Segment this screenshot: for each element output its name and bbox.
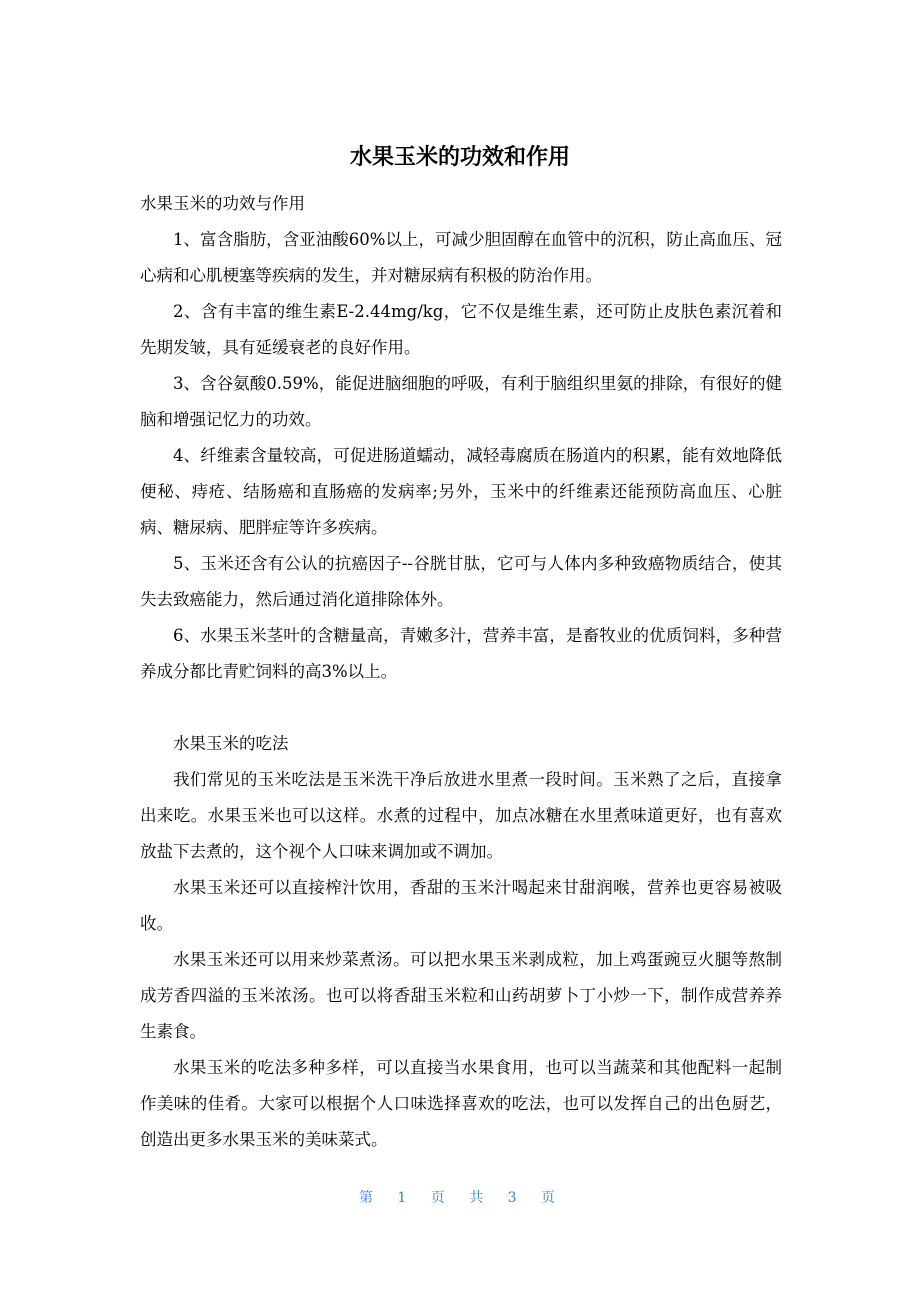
benefit-paragraph-1: 1、富含脂肪，含亚油酸60%以上，可减少胆固醇在血管中的沉积，防止高血压、冠心病和心肌梗塞等疾病的发生，并对糖尿病有积极的防治作用。 [140, 230, 782, 285]
benefit-paragraph-2: 2、含有丰富的维生素E-2.44mg/kg，它不仅是维生素，还可防止皮肤色素沉着和先期发皱，具有延缓衰老的良好作用。 [140, 302, 782, 357]
benefit-paragraph-5: 5、玉米还含有公认的抗癌因子--谷胱甘肽，它可与人体内多种致癌物质结合，使其失去致癌能力，然后通过消化道排除体外。 [140, 554, 782, 609]
eating-paragraph-4: 水果玉米的吃法多种多样，可以直接当水果食用，也可以当蔬菜和其他配料一起制作美味的佳肴。大家可以根据个人口味选择喜欢的吃法，也可以发挥自己的出色厨艺，创造出更多水果玉米的美味菜式。 [140, 1058, 782, 1149]
section-spacer [140, 690, 782, 726]
benefit-paragraph-3: 3、含谷氨酸0.59%，能促进脑细胞的呼吸，有利于脑组织里氨的排除，有很好的健脑和增强记忆力的功效。 [140, 374, 782, 429]
document-body [140, 186, 782, 1158]
benefit-paragraph-6: 6、水果玉米茎叶的含糖量高，青嫩多汁，营养丰富，是畜牧业的优质饲料，多种营养成分都比青贮饲料的高3%以上。 [140, 626, 782, 681]
section-heading-benefits: 水果玉米的功效与作用 [140, 194, 305, 213]
benefit-paragraph-4: 4、纤维素含量较高，可促进肠道蠕动，减轻毒腐质在肠道内的积累，能有效地降低便秘、痔疮、结肠癌和直肠癌的发病率;另外，玉米中的纤维素还能预防高血压、心脏病、糖尿病、肥胖症等许多疾病。 [140, 446, 782, 537]
eating-paragraph-1: 我们常见的玉米吃法是玉米洗干净后放进水里煮一段时间。玉米熟了之后，直接拿出来吃。水果玉米也可以这样。水煮的过程中，加点冰糖在水里煮味道更好，也有喜欢放盐下去煮的，这个视个人口味来调加或不调加。 [140, 770, 782, 861]
page-number-footer: 第 1 页 共 3 页 [358, 1190, 562, 1206]
eating-paragraph-3: 水果玉米还可以用来炒菜煮汤。可以把水果玉米剥成粒，加上鸡蛋豌豆火腿等熬制成芳香四溢的玉米浓汤。也可以将香甜玉米粒和山药胡萝卜丁小炒一下，制作成营养养生素食。 [140, 950, 782, 1041]
document-title: 水果玉米的功效和作用 [349, 145, 570, 170]
eating-paragraph-2: 水果玉米还可以直接榨汁饮用，香甜的玉米汁喝起来甘甜润喉，营养也更容易被吸收。 [140, 878, 782, 933]
section-heading-eating: 水果玉米的吃法 [173, 734, 289, 753]
